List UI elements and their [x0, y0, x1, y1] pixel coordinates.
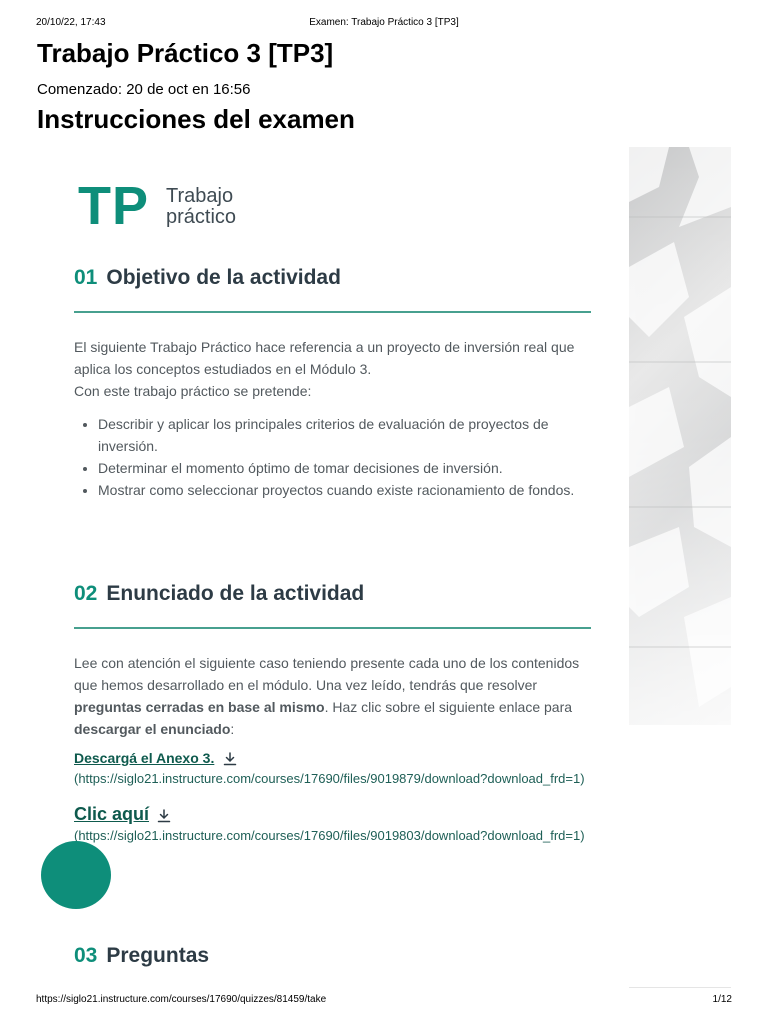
print-header [36, 17, 732, 31]
download-url: (https://siglo21.instructure.com/courses/17690/files/9019879/download?download_frd=1) [74, 771, 585, 786]
section-intro [74, 336, 591, 402]
print-footer [36, 994, 732, 1008]
objectives-list [74, 413, 591, 501]
section-divider [74, 311, 591, 313]
tp-logo-line2: práctico [166, 206, 237, 228]
footer-divider [629, 987, 731, 988]
print-date: 20/10/22, 17:43 [36, 17, 106, 28]
page-counter: 1/12 [712, 994, 732, 1005]
intro-paragraph: El siguiente Trabajo Práctico hace referencia a un proyecto de inversión real que aplica los conceptos estudiados en el Módulo 3. [74, 339, 575, 377]
list-item: • Describir y aplicar los principales criterios de evaluación de proyectos de inversión. [98, 413, 591, 457]
intro-lead: Con este trabajo práctico se pretende: [74, 383, 312, 399]
floating-action-button[interactable] [41, 841, 111, 909]
para-text: : [230, 721, 235, 737]
section-divider [74, 627, 591, 629]
tp-logo-line1: Trabajo [166, 185, 234, 207]
download-anexo-link[interactable]: Descargá el Anexo 3. [74, 750, 215, 766]
download-icon[interactable] [157, 809, 171, 823]
tp-logo-letters: TP [78, 176, 150, 236]
print-url: https://siglo21.instructure.com/courses/17690/quizzes/81459/take [36, 994, 327, 1005]
section-title: Objetivo de la actividad [106, 266, 341, 289]
download-icon[interactable] [223, 752, 237, 766]
list-item: • Determinar el momento óptimo de tomar decisiones de inversión. [98, 457, 591, 479]
section-number: 02 [74, 582, 98, 605]
para-text: Lee con atención el siguiente caso teniendo presente cada uno de los contenidos que hemos desarrollado en el módulo. Una vez leído, tendrás que resolver [74, 655, 580, 693]
decorative-side-image [629, 147, 731, 725]
para-text: . Haz clic sobre el siguiente enlace para [324, 699, 573, 715]
section-enunciado [74, 582, 591, 847]
download-url: (https://siglo21.instructure.com/courses/17690/files/9019803/download?download_frd=1) [74, 828, 585, 843]
section-title: Preguntas [106, 944, 210, 967]
tp-logo-words [166, 186, 236, 228]
section-title: Enunciado de la actividad [106, 582, 365, 605]
section-objetivo [74, 266, 591, 501]
section-heading [74, 266, 591, 294]
section-preguntas [74, 944, 591, 972]
section-heading [74, 582, 591, 610]
section-number: 03 [74, 944, 98, 967]
section-number: 01 [74, 266, 98, 289]
architecture-pattern-icon [629, 147, 731, 725]
download-block-2 [74, 804, 591, 847]
quiz-title: Trabajo Práctico 3 [TP3] [37, 38, 334, 68]
list-item: • Mostrar como seleccionar proyectos cuando existe racionamiento de fondos. [98, 479, 591, 501]
download-block-1 [74, 750, 591, 790]
section-heading [74, 944, 591, 972]
instructions-heading: Instrucciones del examen [37, 104, 355, 134]
print-document-title: Examen: Trabajo Práctico 3 [TP3] [309, 17, 459, 28]
started-timestamp: Comenzado: 20 de oct en 16:56 [37, 81, 251, 98]
para-bold: preguntas cerradas en base al mismo [74, 699, 325, 715]
enunciado-paragraph [74, 652, 591, 740]
para-bold: descargar el enunciado [74, 721, 231, 737]
clic-aqui-link[interactable]: Clic aquí [74, 804, 150, 824]
